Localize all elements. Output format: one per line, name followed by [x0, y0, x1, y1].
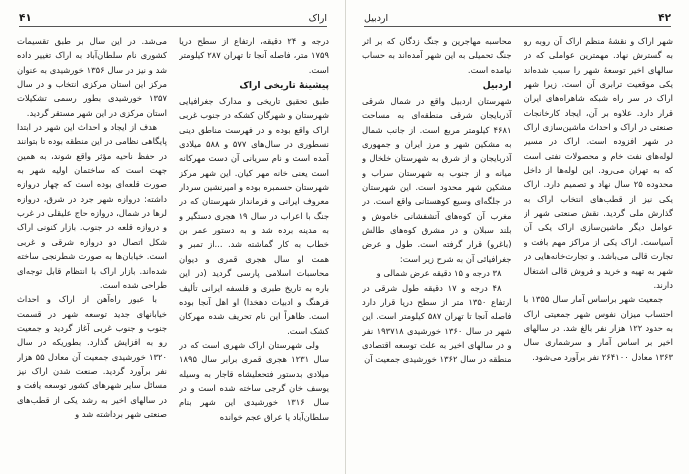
- coordinates-line: ۳۸ درجه و ۱۵ دقیقه عرض شمالی و: [376, 268, 502, 279]
- section-heading: پیشینهٔ تاریخی اراک: [239, 80, 329, 92]
- page-number: ۴۱: [19, 12, 32, 24]
- page-42: [345, 0, 689, 474]
- text-columns: [362, 34, 673, 466]
- page-header: [364, 10, 671, 27]
- paragraph: درجه و ۲۴ دقیقه، ارتفاع از سطح دریا ۱۷۵۹ متر، فاصله آنجا تا تهران ۲۸۷ کیلومتر است.: [179, 36, 329, 75]
- section-heading: اردبیل: [482, 80, 512, 92]
- page-number: ۴۲: [658, 12, 671, 24]
- paragraph: جمعیت شهر براساس آمار سال ۱۳۵۵ با احتساب میزان نفوس شهر جمعیتی اراک به حدود ۱۲۲ هزار نفر بالغ شد. در سالهای اخیر بر اساس آمار و سرشماری سال ۱۳۶۳ معادل ۲۶۴۱۰۰ نفر برآورد می‌شود.: [523, 294, 673, 362]
- column-right: [524, 34, 674, 466]
- running-title: اردبیل: [364, 12, 389, 24]
- paragraph: هدف از ایجاد و احداث این شهر در ابتدا پایگاهی نظامی در این منطقه بوده تا بتوانند در حفظ ناحیه مؤثر واقع شوند، به همین جهت است که ساختمان اولیه شهر به صورت قلعه‌ای بوده است که چهار دروازه داشته: دروازه شهر جرد در شرق، دروازه لرها در شمال، دروازه حاج علیقلی در غرب و دروازه قلعه در جنوب. بازار کنونی اراک شکل اتصال دو دروازه شرقی و غربی است. خیابان‌ها به صورت شطرنجی ساخته شده‌اند. بازار اراک با انتظام قابل توجه‌ای طراحی شده است.: [17, 122, 167, 290]
- column-left: [362, 34, 512, 466]
- text-columns: [17, 34, 329, 466]
- page-header: [19, 10, 327, 27]
- paragraph: محاسبه مهاجرین و جنگ زدگان که بر اثر جنگ تحمیلی به این شهر آمده‌اند به حساب نیامده است.: [362, 36, 512, 75]
- paragraph: شهرستان اردبیل واقع در شمال شرقی آذربایجان شرقی منطقه‌ای به مساحت ۴۶۸۱ کیلومتر مربع است. از جانب شمال به مشکین شهر و مرز ایران و جمهوری آذربایجان و از شرق به شهرستان خلخال و میانه و از جنوب به شهرستان سراب و مشکین شهر محدود است. این شهرستان در جلگه‌ای وسیع کوهستانی واقع است. در مغرب آن کوه‌های آتشفشانی خاموش و بلند سبلان و در مشرق کوه‌های طالش (باغرو) قرار گرفته است. طول و عرض جغرافیائی آن به شرح زیر است:: [362, 96, 512, 264]
- paragraph: می‌شد. در این سال بر طبق تقسیمات کشوری نام سلطان‌آباد به اراک تغییر داده شد و نیز در سال ۱۳۵۶ خورشیدی به عنوان مرکز این استان مرکزی انتخاب و در سال ۱۳۵۷ خورشیدی بطور رسمی تشکیلات استان مرکزی در این شهر مستقر گردید.: [17, 36, 167, 118]
- paragraph: طبق تحقیق تاریخی و مدارک جغرافیایی شهرستان و شهرگان کشکه در جنوب غربی اراک واقع بوده و در فهرست مناطق دینی نسطوری در سال‌های ۵۷۷ و ۵۸۸ میلادی آمده است و نام سریانی آن دست مهرکانه است یعنی خانه مهر کیان. این شهر مرکز شهرستان حسمبره بوده و امیرنشین سردار معروف ایرانی و فرمانداز شهرستان که در جنگ با اعراب در سال ۱۹ هجری دستگیر و به مدینه برده شد و به دستور عمر بن خطاب به کار گماشته شد. ...از تمبر و همت او سال هجری قمری و دیوان محاسبات اسلامی پارسی گردید (در این باره به تاریخ طبری و فلسفه ایرانی تألیف فرهنگ و ادبیات دهخدا) او اهل آنجا بوده است. ظاهراً این نام تحریف شده مهرکان کشک است.: [179, 96, 329, 336]
- page-41: [1, 0, 345, 474]
- column-left: [17, 34, 167, 466]
- paragraph: شهر اراک و نقشهٔ منظم اراک آن روبه رو به گسترش نهاد. مهمترین عواملی که در سالهای اخیر توسعهٔ شهر را سبب شده‌اند یکی موقعیت ترابری آن است. زیرا شهر اراک در سر راه شبکه شاهراه‌های ایران قرار دارد. علاوه بر آن، ایجاد کارخانجات صنعتی در اراک و احداث ماشین‌سازی اراک در شهر افزوده است. اراک در مسیر لوله‌های نفت خام و محصولات نفتی است که به تهران می‌رود. این لوله‌ها از داخل محدوده ۲۵ سال نهاد و تصمیم دارد. اراک یکی نیز از قطب‌های انتخاب اراک به گذارش ملی گردید. نقش صنعتی شهر از عوامل دیگر ماشین‌سازی اراک یکی آن آسیاست. اراک یکی از مراکز مهم بافت و تجارت قالی می‌باشد. و تجارت‌خانه‌هایی در شهر به تهیه و خرید و فروش قالی اشتغال دارند.: [523, 36, 673, 290]
- paragraph: ۴۸ درجه و ۱۷ دقیقه طول شرقی در ارتفاع ۱۳۵۰ متر از سطح دریا قرار دارد فاصله آنجا تا تهران ۵۸۷ کیلومتر است. این شهر در سال ۱۳۶۰ خورشیدی ۱۹۳۷۱۸ نفر و در سالهای اخیر به علت توسعه اقتصادی منطقه در سال ۱۳۶۲ خورشیدی جمعیت آن: [362, 282, 512, 365]
- paragraph: ولی شهرستان اراک شهری است که در سال ۱۲۳۱ هجری قمری برابر سال ۱۸۹۵ میلادی بدستور فتحعلیشاه قاجار به وسیله یوسف خان گرجی ساخته شده است و در سال ۱۳۱۶ خورشیدی این شهر بنام سلطان‌آباد یا عراق عجم خوانده: [179, 339, 329, 422]
- column-right: [179, 34, 329, 466]
- running-title: اراک: [308, 12, 327, 24]
- paragraph: با عبور راه‌آهن از اراک و احداث خیابانهای جدید توسعه شهر در قسمت جنوب و جنوب غربی آغاز گردید و جمعیت رو به افزایش گذارد. بطوریکه در سال ۱۳۲۰ خورشیدی جمعیت آن معادل ۵۵ هزار نفر برآورد گردید. صنعت شدن اراک نیز مسائل سایر شهرهای کشور توسعه یافت و در سالهای اخیر به رشد یکی از قطب‌های صنعتی شهر برداشته شد و: [17, 294, 167, 419]
